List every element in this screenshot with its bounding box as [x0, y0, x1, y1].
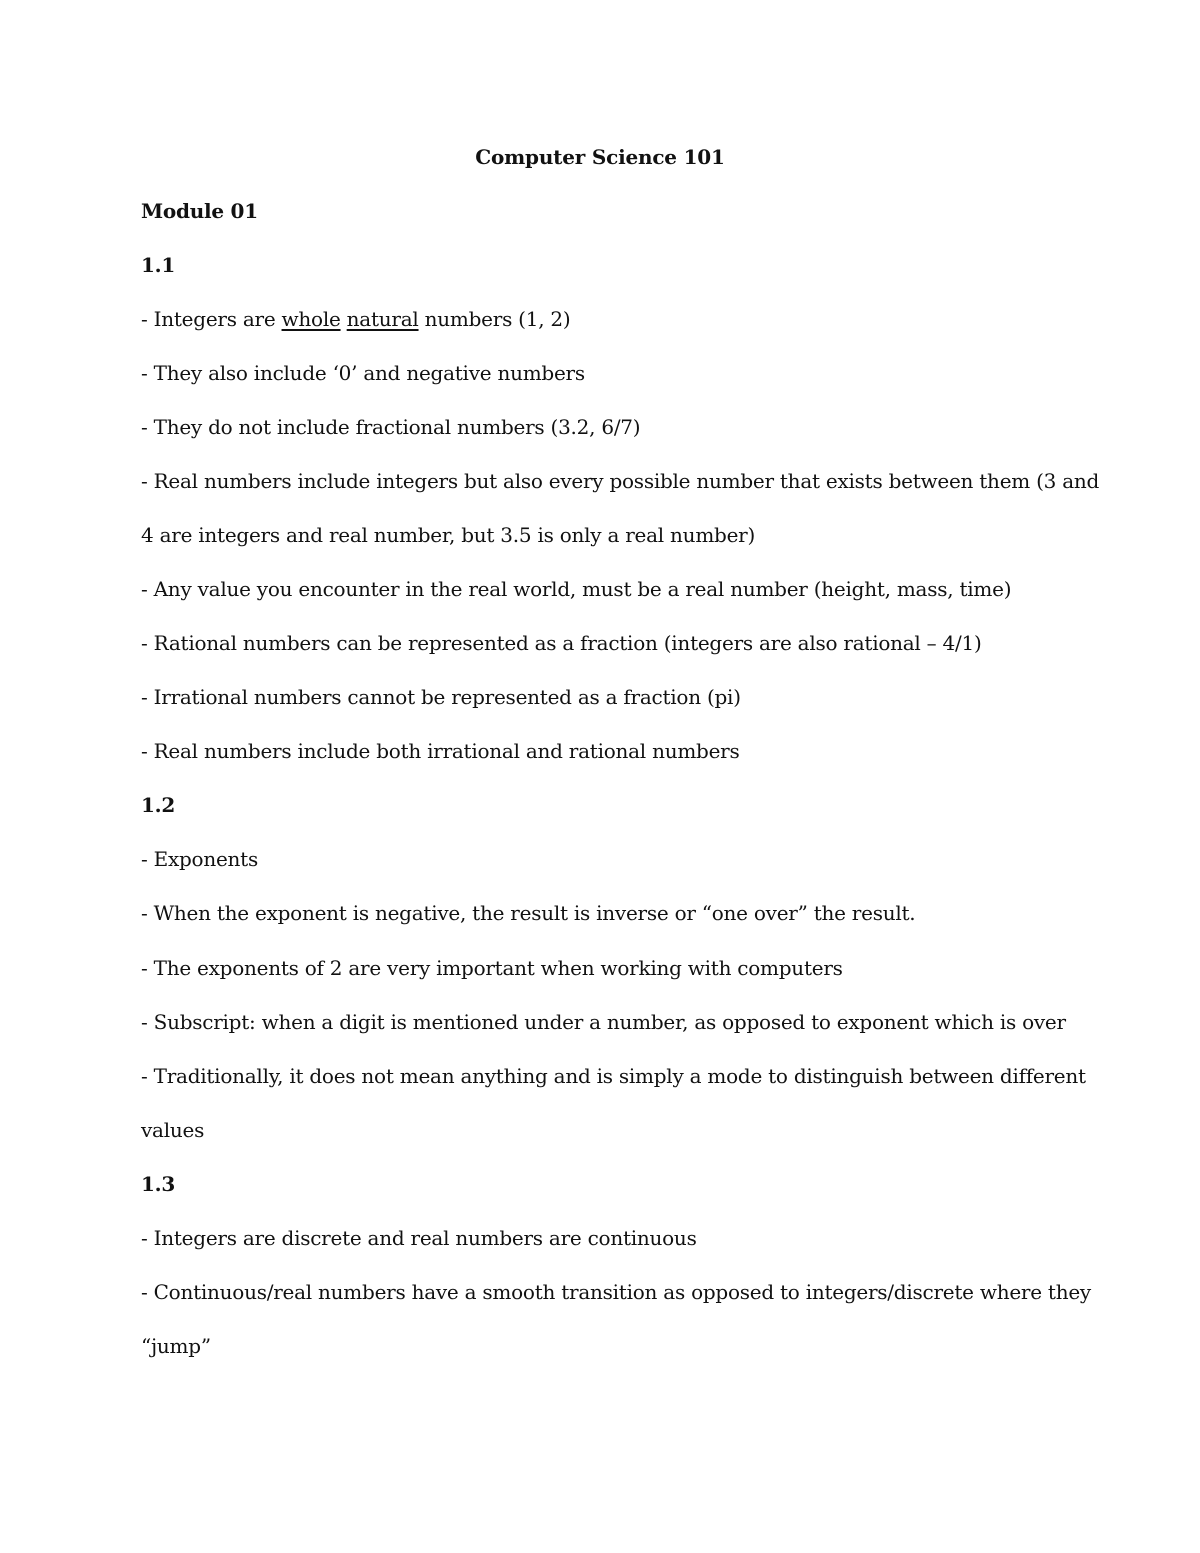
list-item	[141, 306, 1071, 332]
list-item: - Real numbers include integers but also every possible number that exists between them (3 and	[141, 469, 1100, 493]
list-item-continuation: 4 are integers and real number, but 3.5 is only a real number)	[141, 523, 756, 547]
list-item: - The exponents of 2 are very important when working with computers	[141, 956, 843, 980]
list-item: - Exponents	[141, 847, 258, 871]
underlined-word: whole	[281, 307, 341, 331]
list-item: - When the exponent is negative, the result is inverse or “one over” the result.	[141, 901, 916, 925]
section-heading-1-2: 1.2	[141, 793, 176, 817]
list-item: - Subscript: when a digit is mentioned under a number, as opposed to exponent which is over	[141, 1010, 1066, 1034]
list-item: - They also include ‘0’ and negative numbers	[141, 361, 585, 385]
module-heading: Module 01	[141, 199, 258, 223]
list-item-text: - Integers are	[141, 307, 282, 331]
list-item: - Irrational numbers cannot be represented as a fraction (pi)	[141, 685, 741, 709]
section-heading-1-3: 1.3	[141, 1172, 176, 1196]
list-item: - They do not include fractional numbers (3.2, 6/7)	[141, 415, 641, 439]
underlined-word: natural	[346, 307, 419, 331]
list-item-continuation: “jump”	[141, 1334, 211, 1358]
document-title: Computer Science 101	[475, 145, 725, 169]
list-item: - Continuous/real numbers have a smooth transition as opposed to integers/discrete where they	[141, 1280, 1091, 1304]
list-item-text: numbers (1, 2)	[418, 307, 571, 331]
list-item: - Integers are discrete and real numbers are continuous	[141, 1226, 697, 1250]
list-item-continuation: values	[141, 1118, 205, 1142]
section-heading-1-1: 1.1	[141, 253, 176, 277]
list-item: - Rational numbers can be represented as a fraction (integers are also rational – 4/1)	[141, 631, 982, 655]
list-item: - Traditionally, it does not mean anything and is simply a mode to distinguish between different	[141, 1064, 1086, 1088]
list-item: - Real numbers include both irrational and rational numbers	[141, 739, 740, 763]
list-item: - Any value you encounter in the real world, must be a real number (height, mass, time)	[141, 577, 1012, 601]
